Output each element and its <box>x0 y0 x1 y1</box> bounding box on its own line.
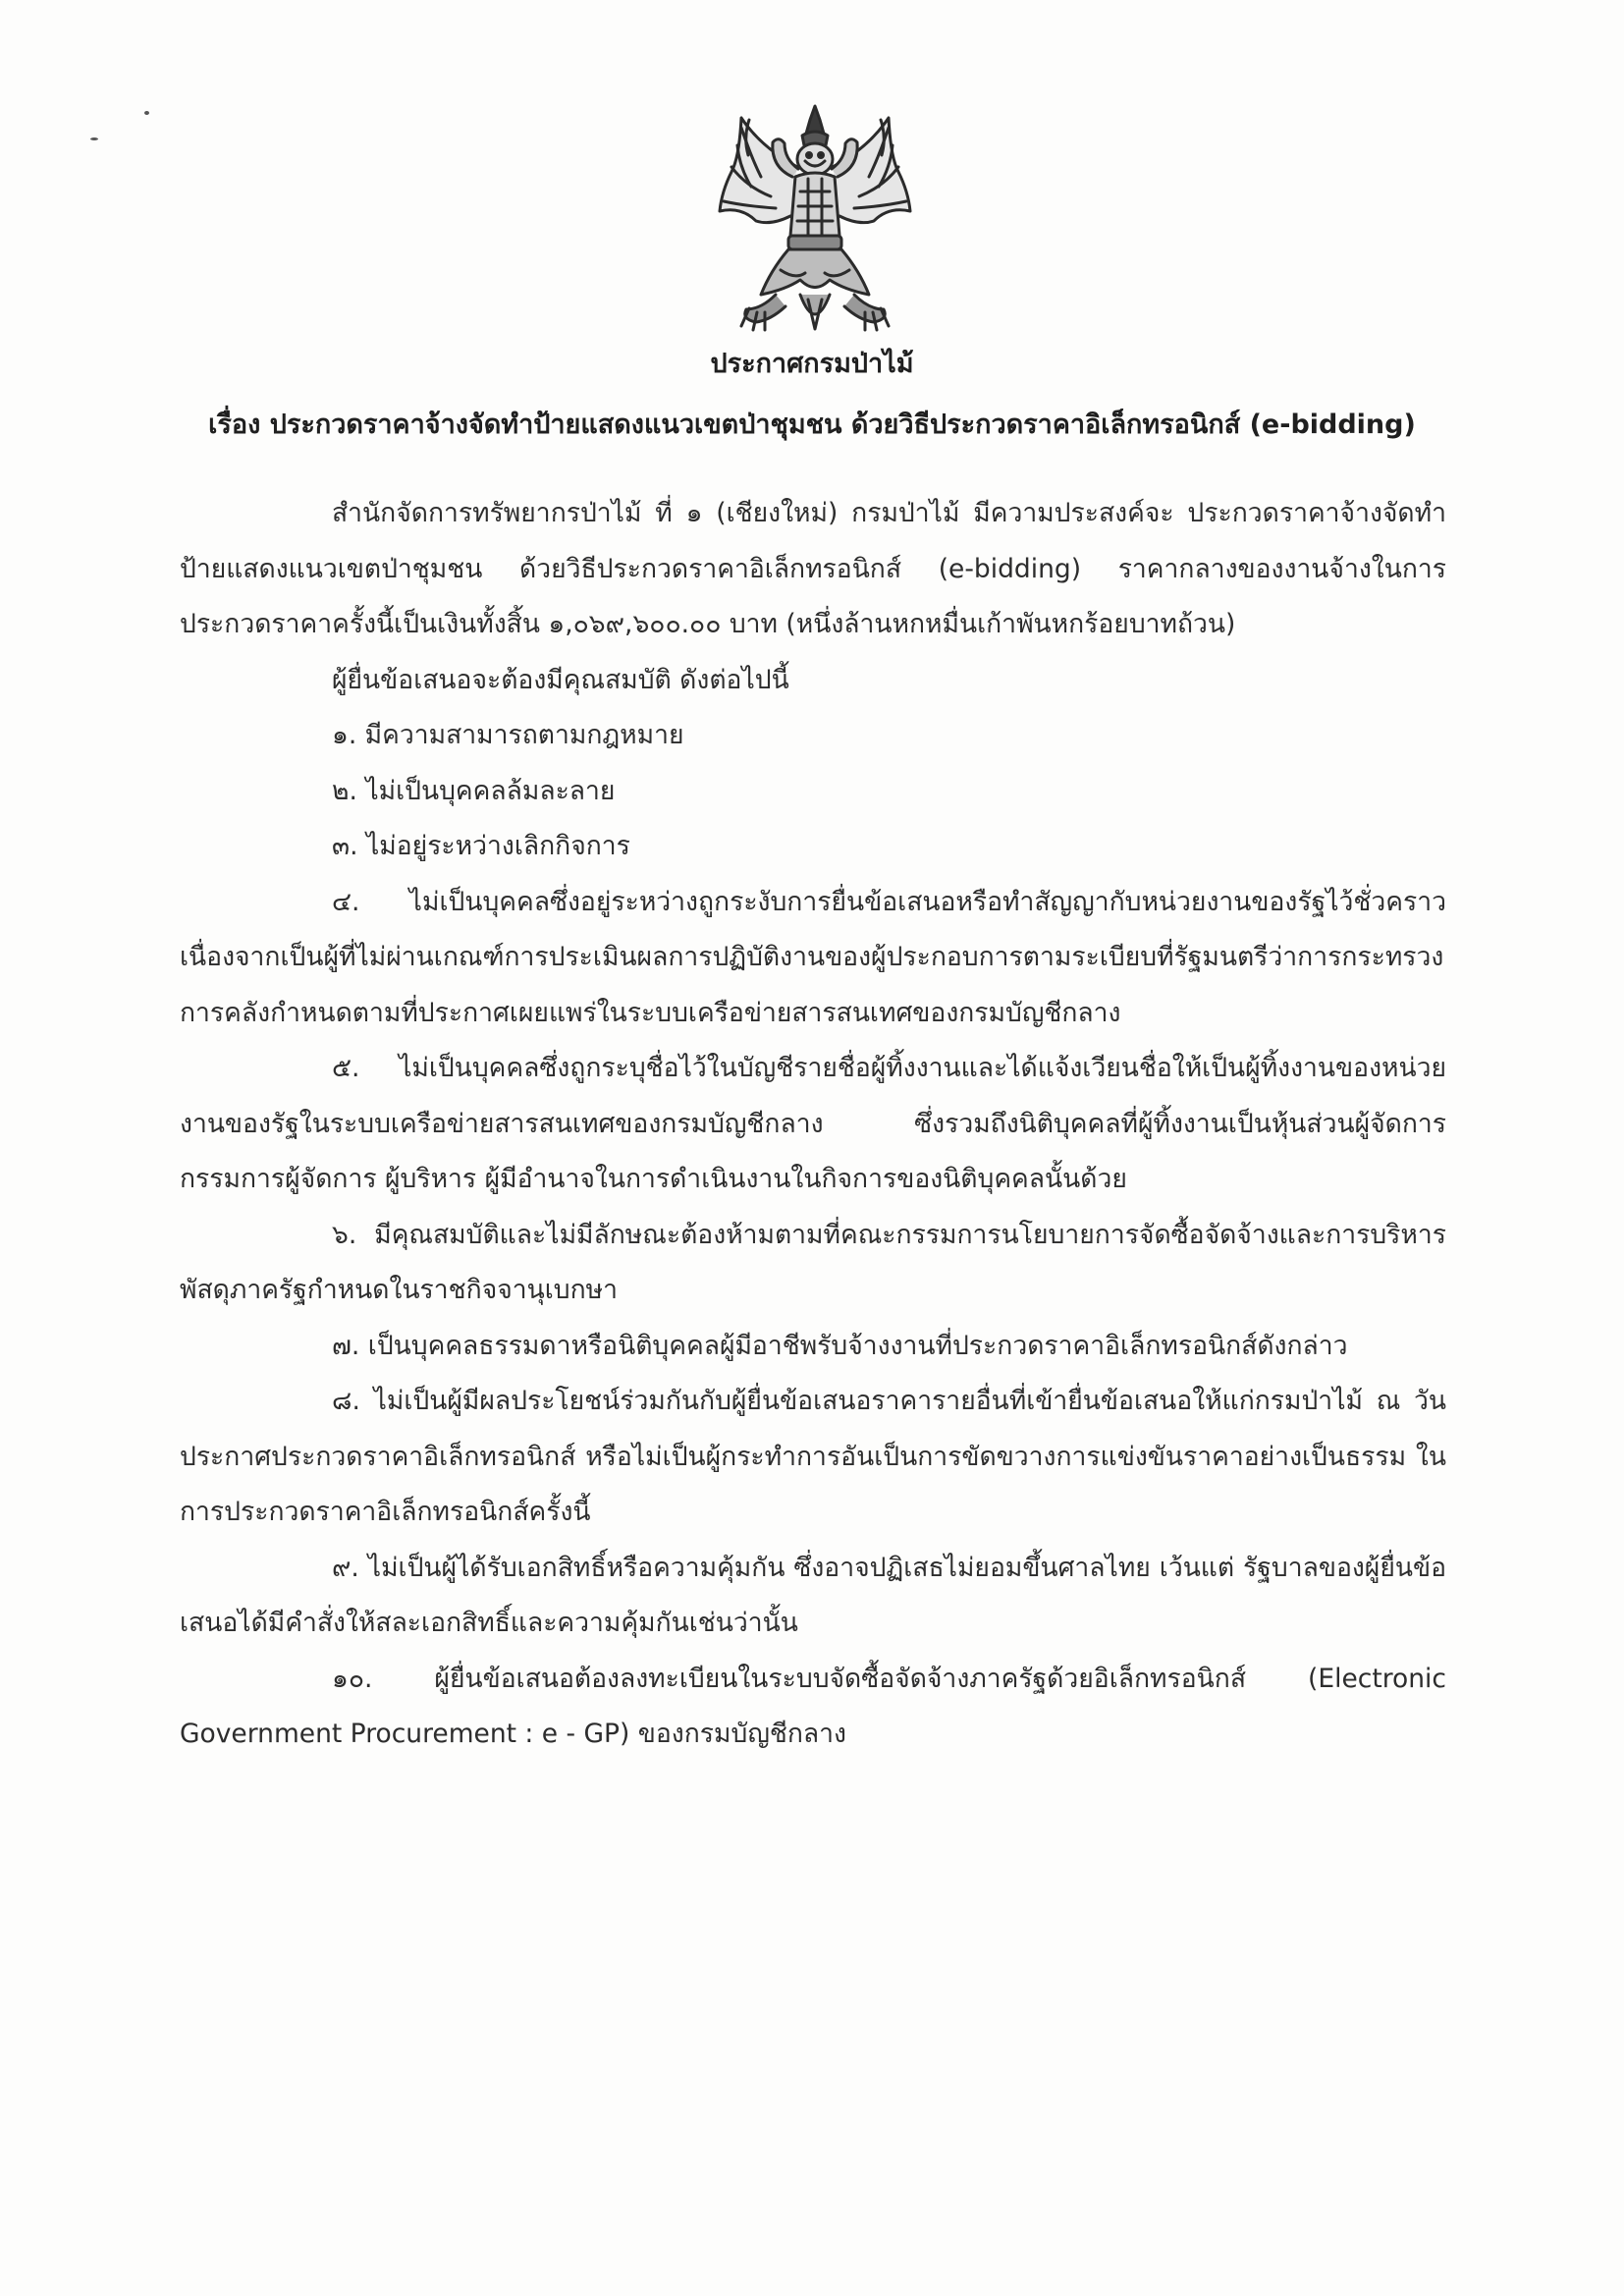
qualification-item: ๘. ไม่เป็นผู้มีผลประโยชน์ร่วมกันกับผู้ยื่นข้อเสนอราคารายอื่นที่เข้ายื่นข้อเสนอให้แก่กรมป่าไม้ ณ วันประกาศประกวดราคาอิเล็กทรอนิกส์ หรือไม่เป็นผู้กระทำการอันเป็นการขัดขวางการแข่งขันราคาอย่างเป็นธรรม ในการประกวดราคาอิเล็กทรอนิกส์ครั้งนี้ <box>180 1386 1446 1527</box>
qualification-item: ๕. ไม่เป็นบุคคลซึ่งถูกระบุชื่อไว้ในบัญชีรายชื่อผู้ทิ้งงานและได้แจ้งเวียนชื่อให้เป็นผู้ทิ้งงานของหน่วยงานของรัฐในระบบเครือข่ายสารสนเทศของกรมบัญชีกลาง ซึ่งรวมถึงนิติบุคคลที่ผู้ทิ้งงานเป็นหุ้นส่วนผู้จัดการ กรรมการผู้จัดการ ผู้บริหาร ผู้มีอำนาจในการดำเนินงานในกิจการของนิติบุคคลนั้นด้วย <box>180 1053 1446 1194</box>
qualification-item: ๑๐. ผู้ยื่นข้อเสนอต้องลงทะเบียนในระบบจัดซื้อจัดจ้างภาครัฐด้วยอิเล็กทรอนิกส์ (Electronic Government Procurement : e - GP) ของกรมบัญชีกลาง <box>180 1663 1446 1749</box>
qualification-item: ๖. มีคุณสมบัติและไม่มีลักษณะต้องห้ามตามที่คณะกรรมการนโยบายการจัดซื้อจัดจ้างและการบริหารพัสดุภาครัฐกำหนดในราชกิจจานุเบกษา <box>180 1219 1446 1305</box>
qualification-item: ๔. ไม่เป็นบุคคลซึ่งอยู่ระหว่างถูกระงับการยื่นข้อเสนอหรือทำสัญญากับหน่วยงานของรัฐไว้ชั่วคราว เนื่องจากเป็นผู้ที่ไม่ผ่านเกณฑ์การประเมินผลการปฏิบัติงานของผู้ประกอบการตามระเบียบที่รัฐมนตรีว่าการกระทรวงการคลังกำหนดตามที่ประกาศเผยแพร่ในระบบเครือข่ายสารสนเทศของกรมบัญชีกลาง <box>180 886 1446 1028</box>
scan-speck <box>144 111 149 115</box>
qualification-item: ๒. ไม่เป็นบุคคลล้มละลาย <box>332 775 616 806</box>
scan-speck <box>90 137 98 140</box>
qualifications-heading: ผู้ยื่นข้อเสนอจะต้องมีคุณสมบัติ ดังต่อไปนี้ <box>332 664 789 695</box>
document-body <box>180 486 1446 1763</box>
intro-paragraph: สำนักจัดการทรัพยากรป่าไม้ ที่ ๑ (เชียงใหม่) กรมป่าไม้ มีความประสงค์จะ ประกวดราคาจ้างจัดทำป้ายแสดงแนวเขตป่าชุมชน ด้วยวิธีประกวดราคาอิเล็กทรอนิกส์ (e-bidding) ราคากลางของงานจ้างในการประกวดราคาครั้งนี้เป็นเงินทั้งสิ้น ๑,๐๖๙,๖๐๐.๐๐ บาท (หนึ่งล้านหกหมื่นเก้าพันหกร้อยบาทถ้วน) <box>180 498 1446 639</box>
document-subject: เรื่อง ประกวดราคาจ้างจัดทำป้ายแสดงแนวเขตป่าชุมชน ด้วยวิธีประกวดราคาอิเล็กทรอนิกส์ (e-bidding) <box>208 410 1416 440</box>
qualification-item: ๗. เป็นบุคคลธรรมดาหรือนิติบุคคลผู้มีอาชีพรับจ้างงานที่ประกวดราคาอิเล็กทรอนิกส์ดังกล่าว <box>332 1330 1348 1361</box>
qualification-item: ๙. ไม่เป็นผู้ได้รับเอกสิทธิ์หรือความคุ้มกัน ซึ่งอาจปฏิเสธไม่ยอมขึ้นศาลไทย เว้นแต่ รัฐบาลของผู้ยื่นข้อเสนอได้มีคำสั่งให้สละเอกสิทธิ์และความคุ้มกันเช่นว่านั้น <box>180 1552 1446 1638</box>
document-title: ประกาศกรมป่าไม้ <box>710 349 914 379</box>
garuda-emblem-icon <box>702 98 928 344</box>
qualification-item: ๓. ไม่อยู่ระหว่างเลิกกิจการ <box>332 831 630 861</box>
qualification-item: ๑. มีความสามารถตามกฎหมาย <box>332 720 684 750</box>
